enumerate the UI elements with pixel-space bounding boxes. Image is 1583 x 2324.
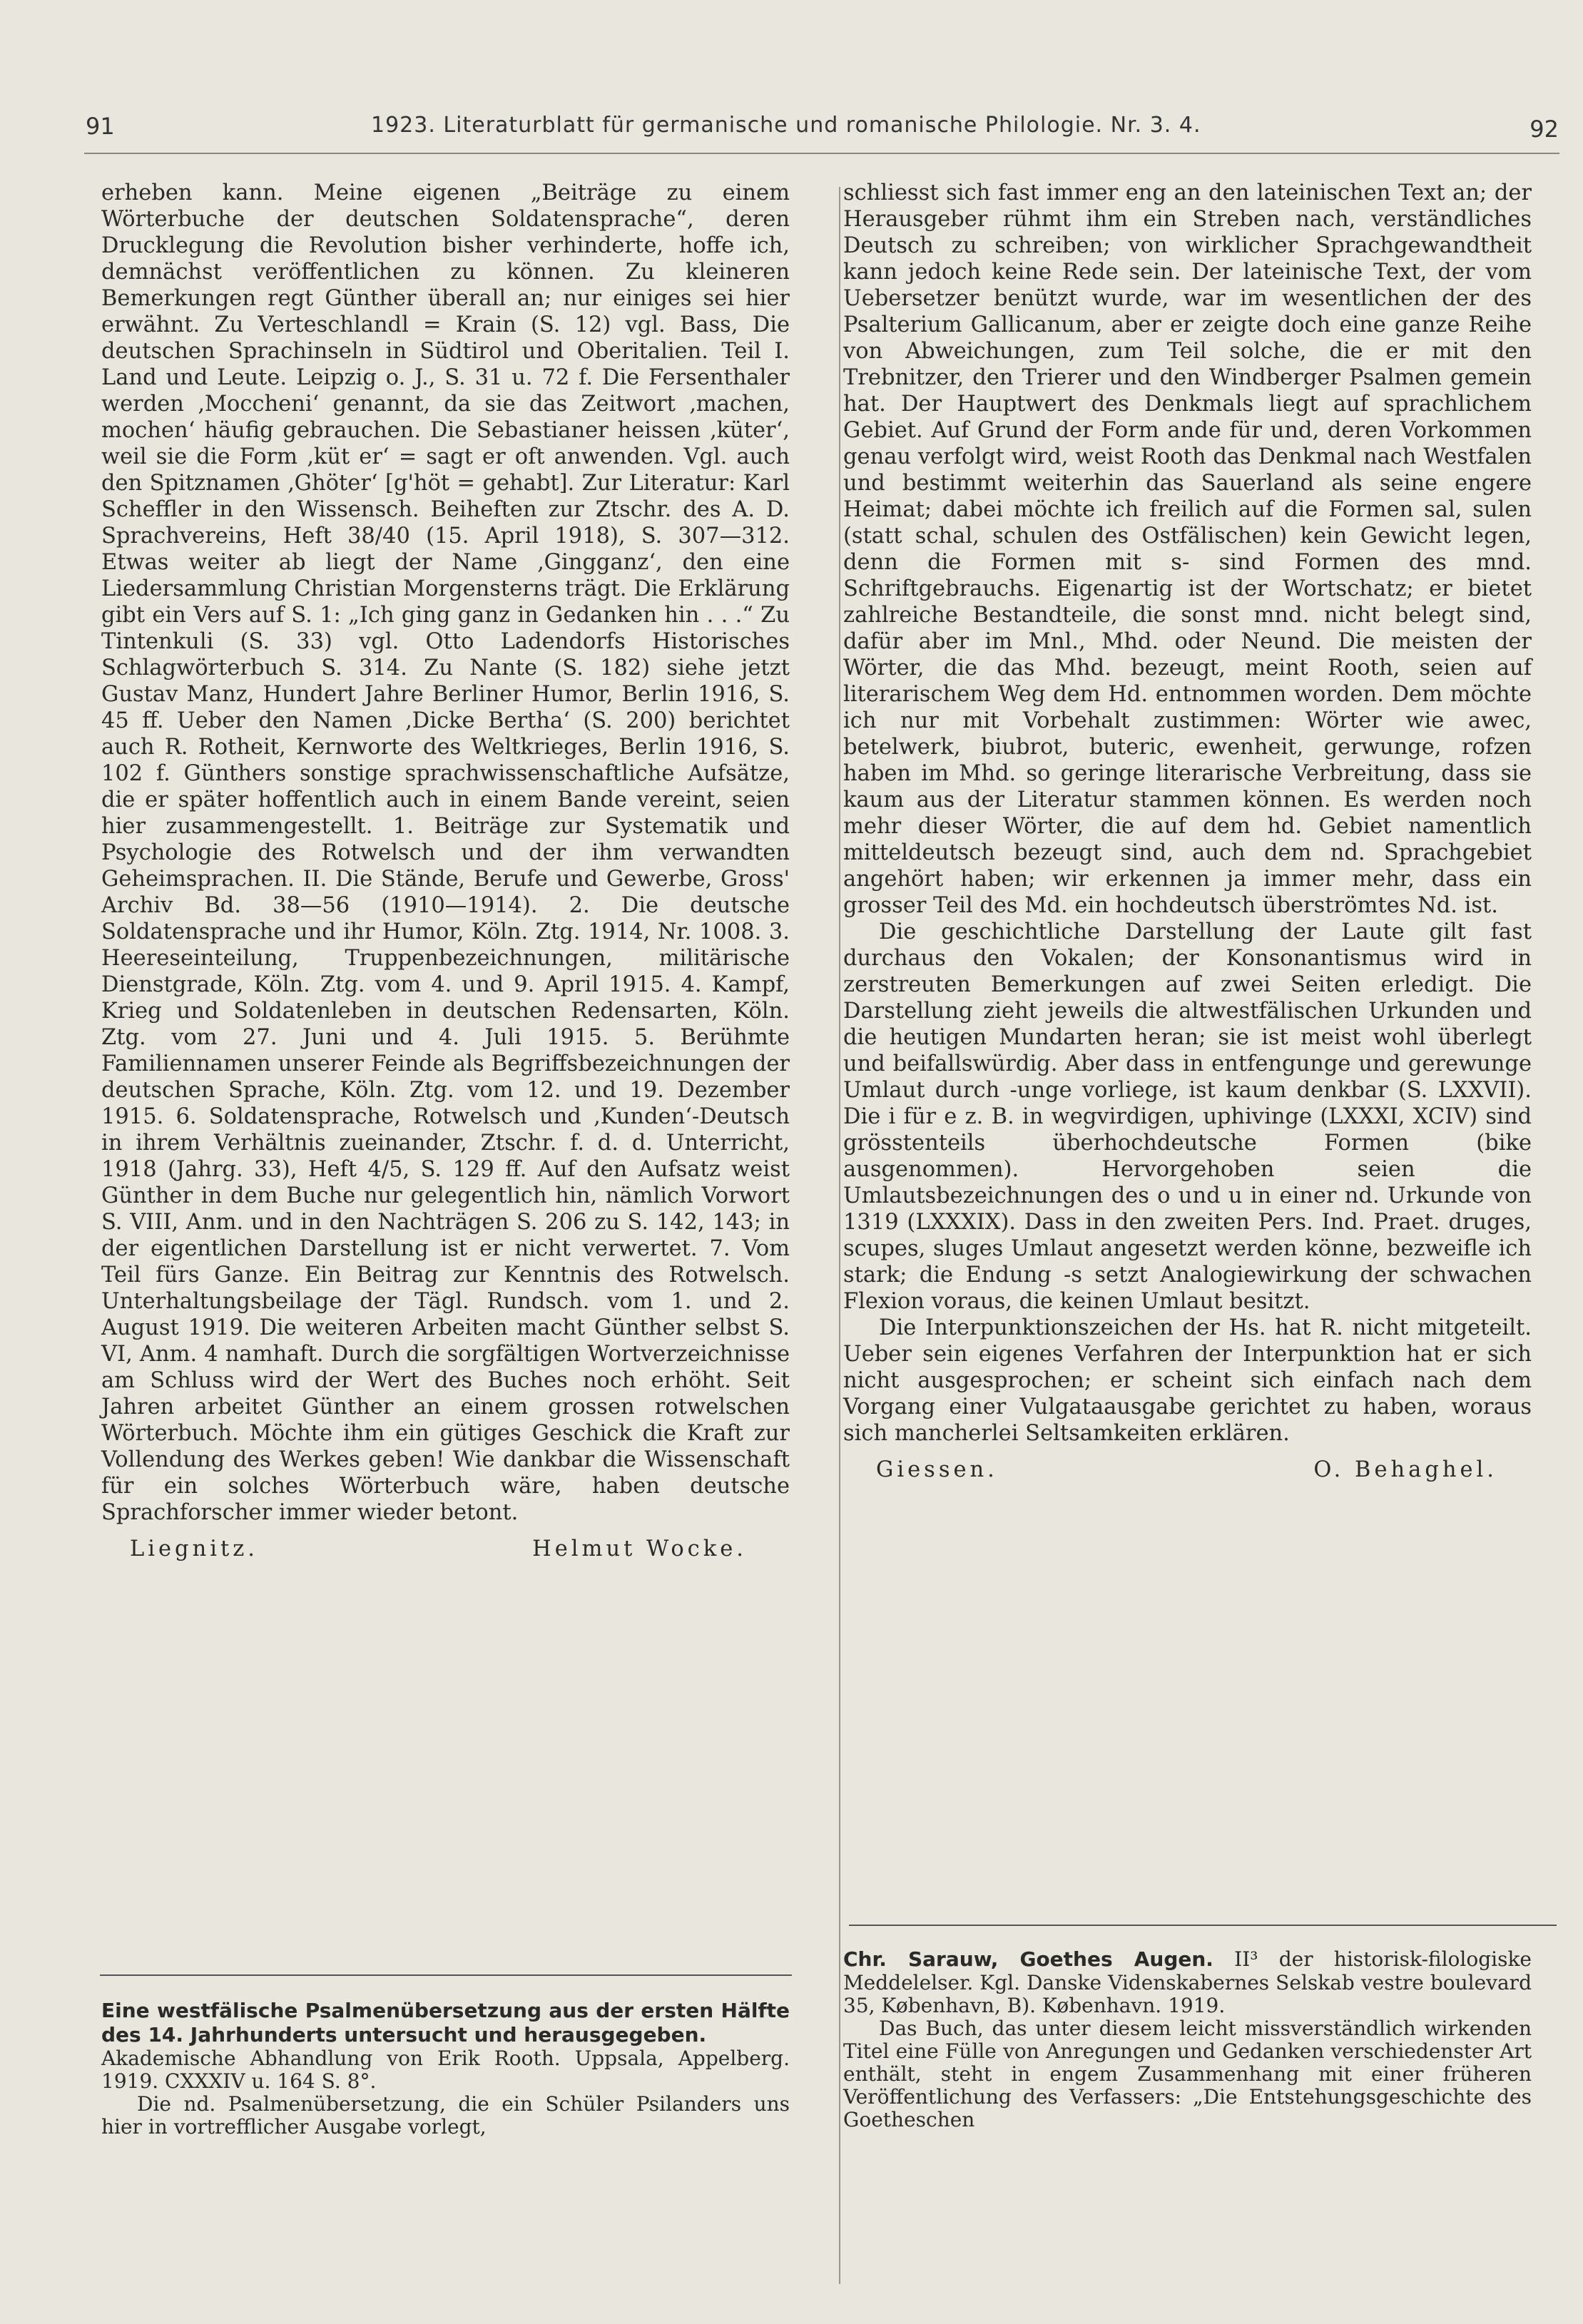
right-signature bbox=[843, 1457, 1532, 1483]
right-paragraph-3: Die Interpunktionszeichen der Hs. hat R. nicht mitgeteilt. Ueber sein eigenes Verfahren der Interpunktion hat er sich nicht ausgesprochen; er scheint sich einfach nach dem Vorgang einer Vulgataausgabe gerichtet zu haben, woraus sich mancherlei Seltsamkeiten erklären. bbox=[843, 1315, 1532, 1446]
header-rule bbox=[84, 153, 1559, 154]
review-meta: Akademische Abhandlung von Erik Rooth. Uppsala, Appelberg. 1919. CXXXIV u. 164 S. 8°. bbox=[101, 2047, 790, 2093]
column-divider bbox=[839, 187, 840, 2284]
left-column bbox=[101, 180, 790, 1562]
right-paragraph-2: Die geschichtliche Darstellung der Laute gilt fast durchaus den Vokalen; der Konsonantismus wird in zerstreuten Bemerkungen auf zwei Seiten erledigt. Die Darstellung zieht jeweils die altwestfälischen Urkunden und die heutigen Mundarten heran; sie ist meist wohl überlegt und beifallswürdig. Aber dass in entfengunge und gerewunge Umlaut durch -unge vorliege, ist kaum denkbar (S. LXXVII). Die i für e z. B. in wegvirdigen, uphivinge (LXXXI, XCIV) sind grösstenteils überhochdeutsche Formen (bike ausgenommen). Hervorgehoben seien die Umlautsbezeichnungen des o und u in einer nd. Urkunde von 1319 (LXXXIX). Dass in den zweiten Pers. Ind. Praet. druges, scupes, sluges Umlaut angesetzt werden könne, bezweifle ich stark; die Endung -s setzt Analogiewirkung der schwachen Flexion voraus, die keinen Umlaut besitzt. bbox=[843, 919, 1532, 1314]
right-paragraph-1: schliesst sich fast immer eng an den lateinischen Text an; der Herausgeber rühmt ihm ein Streben nach, verständliches Deutsch zu schreiben; von wirklicher Sprachgewandtheit kann jedoch keine Rede sein. Der lateinische Text, der vom Uebersetzer benützt wurde, war im wesentlichen der des Psalterium Gallicanum, aber er zeigte doch eine ganze Reihe von Abweichungen, zum Teil solche, die er mit den Trebnitzer, den Trierer und den Windberger Psalmen gemein hat. Der Hauptwert des Denkmals liegt auf sprachlichem Gebiet. Auf Grund der Form ande für und, deren Vorkommen genau verfolgt wird, weist Rooth das Denkmal nach Westfalen und bestimmt weiterhin das Sauerland als seine engere Heimat; dabei möchte ich freilich auf die Formen sal, sulen (statt schal, schulen des Ostfälischen) kein Gewicht legen, denn die Formen mit s- sind Formen des mnd. Schriftgebrauchs. Eigenartig ist der Wortschatz; er bietet zahlreiche Bestandteile, die sonst mnd. nicht belegt sind, dafür aber im Mnl., Mhd. oder Neund. Die meisten der Wörter, die das Mhd. bezeugt, meint Rooth, seien auf literarischem Weg dem Hd. entnommen worden. Dem möchte ich nur mit Vorbehalt zustimmen: Wörter wie awec, betelwerk, biubrot, buteric, ewenheit, gerwunge, rofzen haben im Mhd. so geringe literarische Verbreitung, dass sie kaum aus der Literatur stammen können. Es werden noch mehr dieser Wörter, die auf dem hd. Gebiet namentlich mitteldeutsch bezeugt sind, auch dem nd. Sprachgebiet angehört haben; wir erkennen ja immer mehr, dass ein grosser Teil des Md. ein hochdeutsch überströmtes Nd. ist. bbox=[843, 180, 1532, 918]
right-column bbox=[843, 180, 1532, 1483]
page-number-left: 91 bbox=[86, 113, 115, 140]
review-text: Das Buch, das unter diesem leicht missverständlich wirkenden Titel eine Fülle von Anregungen und Gedanken verschiedenster Art enthält, steht in engem Zusammenhang mit einer früheren Veröffentlichung des Verfassers: „Die Entstehungsgeschichte des Goetheschen bbox=[843, 2017, 1532, 2131]
review-heading: Chr. Sarauw, Goethes Augen. bbox=[843, 1947, 1213, 1971]
signature-name: Helmut Wocke. bbox=[532, 1536, 747, 1561]
right-review bbox=[843, 1947, 1532, 2131]
left-paragraph: erheben kann. Meine eigenen „Beiträge zu einem Wörterbuche der deutschen Soldatensprache“, deren Drucklegung die Revolution bisher verhinderte, hoffe ich, demnächst veröffentlichen zu können. Zu kleineren Bemerkungen regt Günther überall an; nur einiges sei hier erwähnt. Zu Verteschlandl = Krain (S. 12) vgl. Bass, Die deutschen Sprachinseln in Südtirol und Oberitalien. Teil I. Land und Leute. Leipzig o. J., S. 31 u. 72 f. Die Fersenthaler werden ‚Moccheni‘ genannt, da sie das Zeitwort ‚machen, mochen‘ häufig gebrauchen. Die Sebastianer heissen ‚küter‘, weil sie die Form ‚küt er‘ = sagt er oft anwenden. Vgl. auch den Spitznamen ‚Ghöter‘ [g'höt = gehabt]. Zur Literatur: Karl Scheffler in den Wissensch. Beiheften zur Ztschr. des A. D. Sprachvereins, Heft 38/40 (15. April 1918), S. 307—312. Etwas weiter ab liegt der Name ‚Gingganz‘, den eine Liedersammlung Christian Morgensterns trägt. Die Erklärung gibt ein Vers auf S. 1: „Ich ging ganz in Gedanken hin . . .“ Zu Tintenkuli (S. 33) vgl. Otto Ladendorfs Historisches Schlagwörterbuch S. 314. Zu Nante (S. 182) siehe jetzt Gustav Manz, Hundert Jahre Berliner Humor, Berlin 1916, S. 45 ff. Ueber den Namen ‚Dicke Bertha‘ (S. 200) berichtet auch R. Rotheit, Kernworte des Weltkrieges, Berlin 1916, S. 102 f. Günthers sonstige sprachwissenschaftliche Aufsätze, die er später hoffentlich auch in einem Bande vereint, seien hier zusammengestellt. 1. Beiträge zur Systematik und Psychologie des Rotwelsch und der ihm verwandten Geheimsprachen. II. Die Stände, Berufe und Gewerbe, Gross' Archiv Bd. 38—56 (1910—1914). 2. Die deutsche Soldatensprache und ihr Humor, Köln. Ztg. 1914, Nr. 1008. 3. Heereseinteilung, Truppenbezeichnungen, militärische Dienstgrade, Köln. Ztg. vom 4. und 9. April 1915. 4. Kampf, Krieg und Soldatenleben in deutschen Redensarten, Köln. Ztg. vom 27. Juni und 4. Juli 1915. 5. Berühmte Familiennamen unserer Feinde als Begriffsbezeichnungen der deutschen Sprache, Köln. Ztg. vom 12. und 19. Dezember 1915. 6. Soldatensprache, Rotwelsch und ‚Kunden‘-Deutsch in ihrem Verhältnis zueinander, Ztschr. f. d. d. Unterricht, 1918 (Jahrg. 33), Heft 4/5, S. 129 ff. Auf den Aufsatz weist Günther in dem Buche nur gelegentlich hin, nämlich Vorwort S. VIII, Anm. und in den Nachträgen S. 206 zu S. 142, 143; in der eigentlichen Darstellung ist er nicht verwertet. 7. Vom Teil fürs Ganze. Ein Beitrag zur Kenntnis des Rotwelsch. Unterhaltungsbeilage der Tägl. Rundsch. vom 1. und 2. August 1919. Die weiteren Arbeiten macht Günther selbst S. VI, Anm. 4 namhaft. Durch die sorgfältigen Wortverzeichnisse am Schluss wird der Wert des Buches noch erhöht. Seit Jahren arbeitet Günther an einem grossen rotwelschen Wörterbuch. Möchte ihm ein gütiges Geschick die Kraft zur Vollendung des Werkes geben! Wie dankbar die Wissenschaft für ein solches Wörterbuch wäre, haben deutsche Sprachforscher immer wieder betont. bbox=[101, 180, 790, 1525]
left-review bbox=[101, 1999, 790, 2139]
review-meta: II³ der historisk-filologiske Meddelelser. Kgl. Danske Videnskabernes Selskab vestre boulevard 35, København, B). København. 1919. bbox=[843, 1947, 1532, 2017]
review-heading: Eine westfälische Psalmenübersetzung aus der ersten Hälfte des 14. Jahrhunderts untersucht und herausgegeben. bbox=[101, 1999, 790, 2047]
signature-name: O. Behaghel. bbox=[1313, 1457, 1497, 1482]
review-text: Die nd. Psalmenübersetzung, die ein Schüler Psilanders uns hier in vortrefflicher Ausgabe vorlegt, bbox=[101, 2092, 790, 2139]
section-rule-left bbox=[100, 1974, 792, 1976]
section-rule-right bbox=[849, 1925, 1557, 1926]
signature-place: Liegnitz. bbox=[130, 1536, 259, 1561]
review-heading-line bbox=[843, 1947, 1532, 2017]
page-number-right: 92 bbox=[1529, 116, 1559, 143]
page-header bbox=[86, 106, 1559, 148]
journal-title: 1923. Literaturblatt für germanische und romanische Philologie. Nr. 3. 4. bbox=[371, 113, 1201, 138]
left-signature bbox=[101, 1536, 790, 1562]
signature-place: Giessen. bbox=[876, 1457, 998, 1482]
